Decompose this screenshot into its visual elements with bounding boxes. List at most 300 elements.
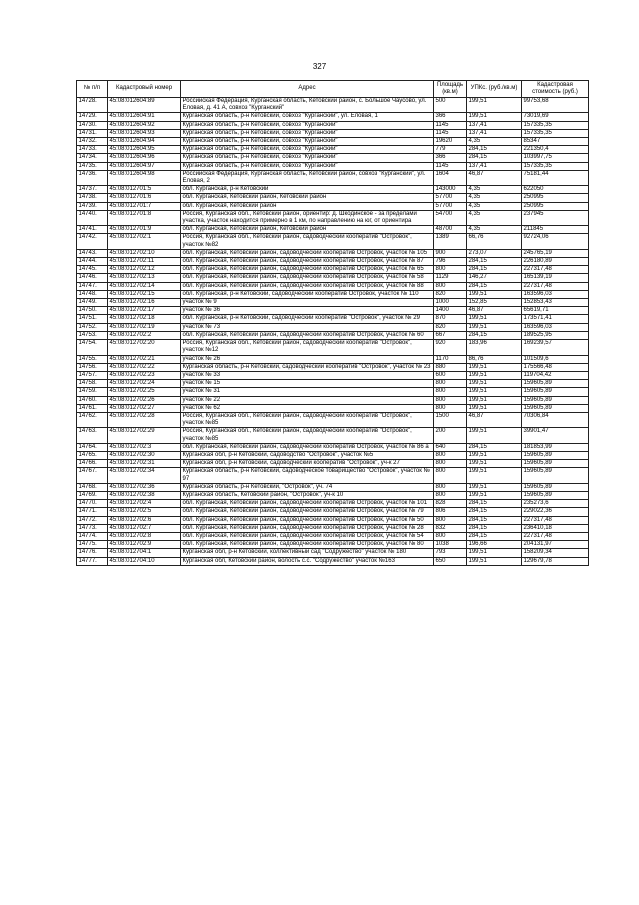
address: Курганская область, р-н Кетовский, совхоз "Курганский", ул. Еловая, 1	[181, 113, 434, 121]
table-row	[77, 451, 589, 459]
address: Курганская обл, Кетовский район, волость с.с. "Содружество" участок №163	[181, 557, 434, 565]
area-value: 667	[434, 331, 467, 339]
upks-value: 183,96	[467, 340, 522, 355]
table-row	[77, 516, 589, 524]
upks-value: 152,85	[467, 299, 522, 307]
row-number: 14762.	[77, 412, 108, 427]
cadastral-number: 45:08:012704:1	[108, 549, 181, 557]
area-value: 800	[434, 404, 467, 412]
row-number: 14743.	[77, 249, 108, 257]
address: Россия, Курганская обл., Кетовский район, садоводческий кооператив "Островок", участок №85	[181, 412, 434, 427]
upks-value: 284,15	[467, 154, 522, 162]
area-value: 143000	[434, 186, 467, 194]
row-number: 14730.	[77, 121, 108, 129]
cadastral-number: 45:08:012702:15	[108, 290, 181, 298]
cadastral-number: 45:08:012701:6	[108, 194, 181, 202]
cadastral-number: 45:08:012702:25	[108, 388, 181, 396]
cadastral-number: 45:08:012702:29	[108, 428, 181, 443]
address: обл. Курганская, Кетовский район, садоводческий кооператив Островок, участок № 87	[181, 258, 434, 266]
upks-value: 199,51	[467, 98, 522, 113]
row-number: 14736.	[77, 170, 108, 185]
row-number: 14751.	[77, 315, 108, 323]
address: Курганская область, р-н Кетовский, совхоз "Курганский"	[181, 154, 434, 162]
row-number: 14747.	[77, 282, 108, 290]
upks-value: 199,51	[467, 380, 522, 388]
row-number: 14753.	[77, 331, 108, 339]
address: Курганская обл, р-н Кетовский, садоводческий кооператив "Островок", уч-к 27	[181, 460, 434, 468]
header-cadastral-number: Кадастровый номер	[108, 81, 181, 98]
address: Курганская область, р-н Кетовский, совхоз "Курганский"	[181, 121, 434, 129]
row-number: 14749.	[77, 299, 108, 307]
row-number: 14741.	[77, 226, 108, 234]
row-number: 14773.	[77, 524, 108, 532]
area-value: 800	[434, 468, 467, 483]
cadastral-cost: 157335,35	[522, 162, 589, 170]
address: участок № 22	[181, 396, 434, 404]
address: участок № 36	[181, 307, 434, 315]
address: Россия, Курганская обл., Кетовский район, садоводческий кооператив "Островок", участок №12	[181, 340, 434, 355]
cadastral-cost: 159605,89	[522, 404, 589, 412]
area-value: 920	[434, 340, 467, 355]
area-value: 1000	[434, 299, 467, 307]
table-row	[77, 428, 589, 443]
row-number: 14769.	[77, 491, 108, 499]
area-value: 870	[434, 315, 467, 323]
upks-value: 196,66	[467, 541, 522, 549]
cadastral-number: 45:08:012702:4	[108, 500, 181, 508]
cadastral-cost: 159605,89	[522, 388, 589, 396]
cadastral-cost: 227317,48	[522, 266, 589, 274]
table-row	[77, 121, 589, 129]
area-value: 820	[434, 323, 467, 331]
address: обл. Курганская, Кетовский район	[181, 202, 434, 210]
cadastral-cost: 245765,19	[522, 249, 589, 257]
upks-value: 199,51	[467, 451, 522, 459]
table-row	[77, 508, 589, 516]
address: обл. Курганская, Кетовский район, садоводческий кооператив Островок, участок № 65	[181, 266, 434, 274]
row-number: 14776.	[77, 549, 108, 557]
cadastral-number: 45:08:012702:8	[108, 532, 181, 540]
table-row	[77, 249, 589, 257]
area-value: 900	[434, 249, 467, 257]
address: Российская Федерация, Курганская область, Кетовский район, совхоз "Курганский", ул. Еловая, 2	[181, 170, 434, 185]
header-cost: Кадастровая стоимость (руб.)	[522, 81, 589, 98]
table-row	[77, 500, 589, 508]
address: Курганская обл, р-н Кетовский, коллективный сад "Содружество" участок № 180	[181, 549, 434, 557]
table-body	[77, 98, 589, 566]
cadastral-cost: 250995	[522, 202, 589, 210]
cadastral-cost: 157335,35	[522, 121, 589, 129]
table-row	[77, 299, 589, 307]
cadastral-number: 45:08:012702:10	[108, 249, 181, 257]
table-row	[77, 186, 589, 194]
address: обл. Курганская, р-н Кетовский	[181, 186, 434, 194]
cadastral-number: 45:08:012604:91	[108, 113, 181, 121]
table-row	[77, 258, 589, 266]
cadastral-cost: 165139,19	[522, 274, 589, 282]
upks-value: 137,41	[467, 162, 522, 170]
table-row	[77, 388, 589, 396]
table-row	[77, 483, 589, 491]
header-num: № п/п	[77, 81, 108, 98]
upks-value: 66,76	[467, 234, 522, 249]
row-number: 14772.	[77, 516, 108, 524]
upks-value: 284,15	[467, 508, 522, 516]
area-value: 1145	[434, 162, 467, 170]
upks-value: 137,41	[467, 121, 522, 129]
upks-value: 199,51	[467, 363, 522, 371]
upks-value: 284,15	[467, 146, 522, 154]
row-number: 14734.	[77, 154, 108, 162]
address: обл. Курганская, Кетовский район, садоводческий кооператив Островок, участок № 28	[181, 524, 434, 532]
cadastral-cost: 235273,6	[522, 500, 589, 508]
table-row	[77, 154, 589, 162]
header-upks: УПКс. (руб./кв.м)	[467, 81, 522, 98]
table-row	[77, 404, 589, 412]
cadastral-cost: 237945	[522, 210, 589, 225]
upks-value: 199,51	[467, 460, 522, 468]
cadastral-cost: 92724,06	[522, 234, 589, 249]
cadastral-number: 45:08:012702:30	[108, 451, 181, 459]
address: обл. Курганская, Кетовский район, садоводческий кооператив Островок, участок № 60	[181, 331, 434, 339]
cadastral-cost: 157335,35	[522, 129, 589, 137]
table-row	[77, 380, 589, 388]
cadastral-cost: 181853,99	[522, 443, 589, 451]
cadastral-cost: 75181,44	[522, 170, 589, 185]
upks-value: 4,35	[467, 226, 522, 234]
cadastral-cost: 119704,42	[522, 371, 589, 379]
cadastral-number: 45:08:012702:1	[108, 234, 181, 249]
cadastral-number: 45:08:012702:28	[108, 412, 181, 427]
area-value: 828	[434, 500, 467, 508]
table-row	[77, 113, 589, 121]
cadastral-number: 45:08:012702:14	[108, 282, 181, 290]
cadastral-cost: 159605,89	[522, 396, 589, 404]
table-row	[77, 138, 589, 146]
area-value: 800	[434, 396, 467, 404]
row-number: 14752.	[77, 323, 108, 331]
cadastral-number: 45:08:012702:23	[108, 371, 181, 379]
area-value: 880	[434, 363, 467, 371]
cadastral-cost: 65619,71	[522, 307, 589, 315]
row-number: 14728.	[77, 98, 108, 113]
address: обл. Курганская, Кетовский район, садоводческий кооператив Островок, участок № 101	[181, 500, 434, 508]
cadastral-number: 45:08:012701:8	[108, 210, 181, 225]
area-value: 800	[434, 388, 467, 396]
header-address: Адрес	[181, 81, 434, 98]
upks-value: 199,51	[467, 557, 522, 565]
area-value: 832	[434, 524, 467, 532]
cadastral-number: 45:08:012702:16	[108, 299, 181, 307]
area-value: 1038	[434, 541, 467, 549]
table-row	[77, 340, 589, 355]
area-value: 650	[434, 557, 467, 565]
cadastral-number: 45:08:012604:95	[108, 146, 181, 154]
table-row	[77, 524, 589, 532]
table-row	[77, 412, 589, 427]
upks-value: 199,51	[467, 290, 522, 298]
cadastral-number: 45:08:012702:12	[108, 266, 181, 274]
address: обл. Курганская, Кетовский район, садоводческий кооператив Островок, участок № 50	[181, 516, 434, 524]
row-number: 14740.	[77, 210, 108, 225]
address: участок № 31	[181, 388, 434, 396]
area-value: 806	[434, 508, 467, 516]
cadastral-cost: 211845	[522, 226, 589, 234]
cadastral-cost: 226180,89	[522, 258, 589, 266]
address: обл. Курганская, Кетовский район, садоводческий кооператив Островок, участок № 88	[181, 282, 434, 290]
table-row	[77, 371, 589, 379]
cadastral-number: 45:08:012604:92	[108, 121, 181, 129]
cadastral-number: 45:08:012702:27	[108, 404, 181, 412]
table-row	[77, 468, 589, 483]
cadastral-cost: 159605,89	[522, 460, 589, 468]
row-number: 14733.	[77, 146, 108, 154]
upks-value: 46,87	[467, 170, 522, 185]
cadastral-cost: 99753,68	[522, 98, 589, 113]
upks-value: 137,41	[467, 129, 522, 137]
address: участок № 73	[181, 323, 434, 331]
cadastral-number: 45:08:012702:22	[108, 363, 181, 371]
area-value: 800	[434, 282, 467, 290]
table-row	[77, 355, 589, 363]
row-number: 14731.	[77, 129, 108, 137]
cadastral-number: 45:08:012604:97	[108, 162, 181, 170]
table-row	[77, 460, 589, 468]
area-value: 500	[434, 98, 467, 113]
cadastral-cost: 159605,89	[522, 483, 589, 491]
table-row	[77, 146, 589, 154]
cadastral-cost: 129679,78	[522, 557, 589, 565]
cadastral-number: 45:08:012702:26	[108, 396, 181, 404]
cadastral-cost: 221350,4	[522, 146, 589, 154]
table-row	[77, 162, 589, 170]
upks-value: 199,51	[467, 491, 522, 499]
row-number: 14729.	[77, 113, 108, 121]
upks-value: 4,35	[467, 138, 522, 146]
row-number: 14742.	[77, 234, 108, 249]
upks-value: 284,15	[467, 532, 522, 540]
upks-value: 199,51	[467, 388, 522, 396]
cadastral-number: 45:08:012604:89	[108, 98, 181, 113]
cadastral-number: 45:08:012702:20	[108, 340, 181, 355]
cadastral-cost: 85347	[522, 138, 589, 146]
area-value: 1145	[434, 129, 467, 137]
table-row	[77, 210, 589, 225]
area-value: 1500	[434, 412, 467, 427]
upks-value: 284,15	[467, 524, 522, 532]
upks-value: 284,15	[467, 258, 522, 266]
upks-value: 199,51	[467, 323, 522, 331]
row-number: 14777.	[77, 557, 108, 565]
address: обл. Курганская, Кетовский район, садоводческий кооператив Островок, участок № 79	[181, 508, 434, 516]
table-row	[77, 307, 589, 315]
table-row	[77, 290, 589, 298]
area-value: 820	[434, 290, 467, 298]
table-row	[77, 323, 589, 331]
address: участок № 15	[181, 380, 434, 388]
address: Курганская область, р-н Кетовский, совхоз "Курганский"	[181, 138, 434, 146]
address: Россия, Курганская обл., Кетовский район, садоводческий кооператив "Островок", участок №82	[181, 234, 434, 249]
cadastral-number: 45:08:012702:24	[108, 380, 181, 388]
row-number: 14770.	[77, 500, 108, 508]
area-value: 1170	[434, 355, 467, 363]
cadastral-cost: 103997,75	[522, 154, 589, 162]
address: Курганская область, р-н Кетовский, "Островок", уч. 74	[181, 483, 434, 491]
cadastral-number: 45:08:012702:11	[108, 258, 181, 266]
address: обл. Курганская, р-н Кетовский, садоводческий кооператив "Островок", участок № 29	[181, 315, 434, 323]
area-value: 600	[434, 371, 467, 379]
table-row	[77, 541, 589, 549]
row-number: 14761.	[77, 404, 108, 412]
cadastral-cost: 163596,03	[522, 290, 589, 298]
upks-value: 284,15	[467, 266, 522, 274]
area-value: 366	[434, 154, 467, 162]
cadastral-cost: 101509,6	[522, 355, 589, 363]
cadastral-number: 45:08:012702:31	[108, 460, 181, 468]
row-number: 14768.	[77, 483, 108, 491]
cadastral-cost: 236410,18	[522, 524, 589, 532]
table-row	[77, 557, 589, 565]
row-number: 14774.	[77, 532, 108, 540]
cadastral-number: 45:08:012604:96	[108, 154, 181, 162]
cadastral-number: 45:08:012704:10	[108, 557, 181, 565]
upks-value: 86,76	[467, 355, 522, 363]
area-value: 19620	[434, 138, 467, 146]
address: участок № 26	[181, 355, 434, 363]
area-value: 779	[434, 146, 467, 154]
row-number: 14757.	[77, 371, 108, 379]
area-value: 800	[434, 491, 467, 499]
address: обл. Курганская, Кетовский район, Кетовский район	[181, 194, 434, 202]
row-number: 14735.	[77, 162, 108, 170]
cadastral-table	[76, 80, 589, 566]
cadastral-cost: 158209,34	[522, 549, 589, 557]
cadastral-cost: 159605,89	[522, 491, 589, 499]
header-area: Площадь (кв.м)	[434, 81, 467, 98]
area-value: 800	[434, 483, 467, 491]
row-number: 14755.	[77, 355, 108, 363]
table-row	[77, 194, 589, 202]
upks-value: 273,07	[467, 249, 522, 257]
cadastral-number: 45:08:012702:19	[108, 323, 181, 331]
table-row	[77, 202, 589, 210]
row-number: 14760.	[77, 396, 108, 404]
area-value: 800	[434, 516, 467, 524]
upks-value: 199,51	[467, 483, 522, 491]
cadastral-number: 45:08:012702:7	[108, 524, 181, 532]
table-row	[77, 274, 589, 282]
table-row	[77, 491, 589, 499]
row-number: 14765.	[77, 451, 108, 459]
cadastral-number: 45:08:012604:93	[108, 129, 181, 137]
address: Курганская область, Кетовский район, "Островок", уч-к 10	[181, 491, 434, 499]
table-row	[77, 363, 589, 371]
cadastral-number: 45:08:012604:94	[108, 138, 181, 146]
table-row	[77, 266, 589, 274]
address: Россия, Курганская обл., Кетовский район, садоводческий кооператив "Островок", участок №85	[181, 428, 434, 443]
cadastral-number: 45:08:012702:9	[108, 541, 181, 549]
upks-value: 199,51	[467, 468, 522, 483]
cadastral-number: 45:08:012701:9	[108, 226, 181, 234]
row-number: 14756.	[77, 363, 108, 371]
row-number: 14767.	[77, 468, 108, 483]
area-value: 57700	[434, 202, 467, 210]
area-value: 800	[434, 266, 467, 274]
upks-value: 199,51	[467, 371, 522, 379]
row-number: 14771.	[77, 508, 108, 516]
upks-value: 284,15	[467, 282, 522, 290]
upks-value: 46,87	[467, 307, 522, 315]
cadastral-number: 45:08:012702:17	[108, 307, 181, 315]
address: участок № 9	[181, 299, 434, 307]
table-row	[77, 443, 589, 451]
upks-value: 4,35	[467, 202, 522, 210]
address: участок № 62	[181, 404, 434, 412]
cadastral-cost: 250995	[522, 194, 589, 202]
area-value: 640	[434, 443, 467, 451]
upks-value: 284,15	[467, 500, 522, 508]
cadastral-cost: 204131,97	[522, 541, 589, 549]
area-value: 54700	[434, 210, 467, 225]
address: обл. Курганская, р-н Кетовский, садоводческий кооператив Островок, участок № 110	[181, 290, 434, 298]
cadastral-cost: 159605,89	[522, 380, 589, 388]
area-value: 1145	[434, 121, 467, 129]
cadastral-number: 45:08:012702:18	[108, 315, 181, 323]
cadastral-cost: 159605,89	[522, 451, 589, 459]
cadastral-cost: 173571,41	[522, 315, 589, 323]
address: обл. Курганская, Кетовский район, садоводческий кооператив Островок, участок № 105	[181, 249, 434, 257]
upks-value: 199,51	[467, 404, 522, 412]
cadastral-cost: 227317,48	[522, 532, 589, 540]
row-number: 14738.	[77, 194, 108, 202]
cadastral-cost: 175566,48	[522, 363, 589, 371]
area-value: 1389	[434, 234, 467, 249]
cadastral-number: 45:08:012702:13	[108, 274, 181, 282]
cadastral-cost: 622050	[522, 186, 589, 194]
address: Курганская область, р-н Кетовский, садоводческий кооператив "Островок", участок № 23	[181, 363, 434, 371]
cadastral-cost: 159605,89	[522, 468, 589, 483]
upks-value: 199,51	[467, 428, 522, 443]
upks-value: 284,15	[467, 516, 522, 524]
area-value: 1604	[434, 170, 467, 185]
area-value: 800	[434, 451, 467, 459]
address: обл. Курганская, Кетовский район, садоводческий кооператив Островок, участок № 54	[181, 532, 434, 540]
table-row	[77, 315, 589, 323]
row-number: 14745.	[77, 266, 108, 274]
row-number: 14775.	[77, 541, 108, 549]
cadastral-cost: 39901,47	[522, 428, 589, 443]
upks-value: 199,51	[467, 113, 522, 121]
upks-value: 4,35	[467, 210, 522, 225]
cadastral-number: 45:08:012702:2	[108, 331, 181, 339]
cadastral-number: 45:08:012604:98	[108, 170, 181, 185]
cadastral-number: 45:08:012702:3	[108, 443, 181, 451]
upks-value: 46,87	[467, 412, 522, 427]
table-header-row	[77, 81, 589, 98]
row-number: 14732.	[77, 138, 108, 146]
upks-value: 199,51	[467, 315, 522, 323]
row-number: 14750.	[77, 307, 108, 315]
table-row	[77, 129, 589, 137]
row-number: 14739.	[77, 202, 108, 210]
cadastral-number: 45:08:012701:7	[108, 202, 181, 210]
cadastral-number: 45:08:012702:38	[108, 491, 181, 499]
row-number: 14754.	[77, 340, 108, 355]
area-value: 800	[434, 532, 467, 540]
cadastral-cost: 227317,48	[522, 516, 589, 524]
address: обл. Курганская, Кетовский район, садоводческий кооператив Островок, участок № 80	[181, 541, 434, 549]
address: Курганская область, р-н Кетовский, садоводческое товарищество "Островок", участок № 97	[181, 468, 434, 483]
